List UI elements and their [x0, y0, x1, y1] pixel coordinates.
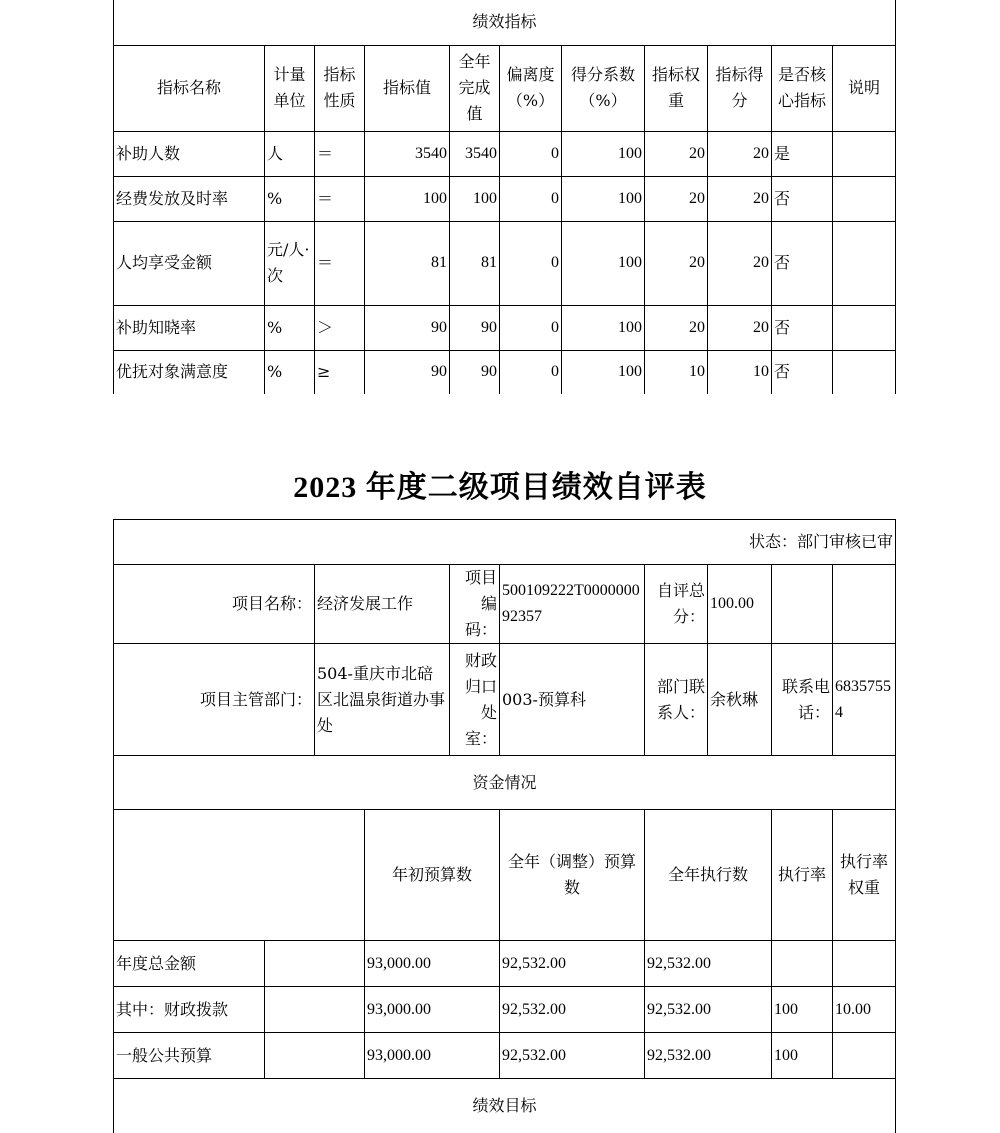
fund-adjusted: 92,532.00 — [500, 987, 645, 1033]
indicator-weight: 20 — [645, 221, 708, 305]
header-note: 说明 — [833, 45, 896, 131]
indicator-deviation: 0 — [500, 350, 562, 394]
indicator-core: 否 — [772, 221, 833, 305]
indicator-deviation: 0 — [500, 305, 562, 350]
indicator-nature: ＝ — [315, 221, 365, 305]
header-target: 指标值 — [365, 45, 450, 131]
table-row — [114, 176, 896, 221]
header-exec-rate: 执行率 — [772, 810, 833, 941]
indicator-note — [833, 305, 896, 350]
indicator-actual: 100 — [450, 176, 500, 221]
fund-rate — [772, 941, 833, 987]
header-indicator-name: 指标名称 — [114, 45, 265, 131]
section-title-funds: 资金情况 — [114, 756, 896, 810]
indicator-unit: % — [265, 305, 315, 350]
self-score-value: 100.00 — [708, 565, 772, 644]
indicator-unit: % — [265, 176, 315, 221]
indicator-name: 人均享受金额 — [114, 221, 265, 305]
table-row — [114, 987, 896, 1033]
indicator-score: 10 — [708, 350, 772, 394]
header-actual: 全年完成值 — [450, 45, 500, 131]
fund-executed: 92,532.00 — [645, 1033, 772, 1079]
fund-executed: 92,532.00 — [645, 987, 772, 1033]
header-weight: 指标权重 — [645, 45, 708, 131]
fund-rate: 100 — [772, 987, 833, 1033]
indicator-unit: 元/人·次 — [265, 221, 315, 305]
indicator-deviation: 0 — [500, 221, 562, 305]
indicator-score: 20 — [708, 176, 772, 221]
phone-value: 68357554 — [833, 644, 896, 756]
fund-adjusted: 92,532.00 — [500, 941, 645, 987]
table-row — [114, 350, 896, 394]
indicator-score: 20 — [708, 131, 772, 176]
section-title-indicators: 绩效指标 — [114, 0, 896, 45]
indicator-note — [833, 221, 896, 305]
indicator-note — [833, 350, 896, 394]
header-unit: 计量单位 — [265, 45, 315, 131]
self-score-label: 自评总分： — [645, 565, 708, 644]
dept-label: 项目主管部门： — [114, 644, 315, 756]
project-name-label: 项目名称： — [114, 565, 315, 644]
header-core: 是否核心指标 — [772, 45, 833, 131]
indicator-unit: 人 — [265, 131, 315, 176]
indicator-coef: 100 — [562, 131, 645, 176]
fund-row-label: 一般公共预算 — [114, 1033, 265, 1079]
indicator-score: 20 — [708, 221, 772, 305]
indicator-coef: 100 — [562, 305, 645, 350]
fund-weight — [833, 941, 896, 987]
indicator-core: 否 — [772, 176, 833, 221]
contact-value: 余秋琳 — [708, 644, 772, 756]
indicator-weight: 20 — [645, 131, 708, 176]
fund-weight — [833, 1033, 896, 1079]
section-title-goals: 绩效目标 — [114, 1079, 896, 1133]
indicator-weight: 20 — [645, 305, 708, 350]
performance-indicators-table — [113, 0, 896, 394]
indicator-score: 20 — [708, 305, 772, 350]
indicator-weight: 20 — [645, 176, 708, 221]
indicator-coef: 100 — [562, 350, 645, 394]
indicator-nature: ＝ — [315, 176, 365, 221]
indicator-deviation: 0 — [500, 131, 562, 176]
table-row — [114, 305, 896, 350]
project-code-value: 500109222T000000092357 — [500, 565, 645, 644]
fund-adjusted: 92,532.00 — [500, 1033, 645, 1079]
table-row — [114, 941, 896, 987]
indicator-actual: 90 — [450, 350, 500, 394]
indicator-unit: % — [265, 350, 315, 394]
finance-label: 财政归口处室： — [450, 644, 500, 756]
contact-label: 部门联系人： — [645, 644, 708, 756]
fund-row-label: 其中：财政拨款 — [114, 987, 265, 1033]
indicator-target: 90 — [365, 305, 450, 350]
table-row — [114, 221, 896, 305]
phone-label: 联系电话： — [772, 644, 833, 756]
header-executed: 全年执行数 — [645, 810, 772, 941]
fund-row-label: 年度总金额 — [114, 941, 265, 987]
indicator-core: 否 — [772, 305, 833, 350]
indicator-deviation: 0 — [500, 176, 562, 221]
header-deviation: 偏离度（%） — [500, 45, 562, 131]
fund-weight: 10.00 — [833, 987, 896, 1033]
fund-initial: 93,000.00 — [365, 941, 500, 987]
indicator-weight: 10 — [645, 350, 708, 394]
indicator-core: 否 — [772, 350, 833, 394]
indicator-target: 100 — [365, 176, 450, 221]
status-text: 状态：部门审核已审 — [114, 520, 896, 565]
indicator-actual: 90 — [450, 305, 500, 350]
header-nature: 指标性质 — [315, 45, 365, 131]
indicator-nature: ≥ — [315, 350, 365, 394]
finance-value: 003-预算科 — [500, 644, 645, 756]
indicator-name: 补助知晓率 — [114, 305, 265, 350]
indicator-actual: 3540 — [450, 131, 500, 176]
project-name-value: 经济发展工作 — [315, 565, 450, 644]
self-evaluation-table — [113, 519, 896, 1133]
indicator-coef: 100 — [562, 221, 645, 305]
table-row — [114, 131, 896, 176]
indicator-actual: 81 — [450, 221, 500, 305]
table-row — [114, 1033, 896, 1079]
indicator-name: 经费发放及时率 — [114, 176, 265, 221]
indicator-name: 优抚对象满意度 — [114, 350, 265, 394]
fund-rate: 100 — [772, 1033, 833, 1079]
project-code-label: 项目编码： — [450, 565, 500, 644]
fund-executed: 92,532.00 — [645, 941, 772, 987]
header-adjusted-budget: 全年（调整）预算数 — [500, 810, 645, 941]
indicator-nature: ＝ — [315, 131, 365, 176]
page-title: 2023 年度二级项目绩效自评表 — [293, 471, 707, 504]
indicator-core: 是 — [772, 131, 833, 176]
dept-value: 504-重庆市北碚区北温泉街道办事处 — [315, 644, 450, 756]
header-initial-budget: 年初预算数 — [365, 810, 500, 941]
fund-initial: 93,000.00 — [365, 987, 500, 1033]
indicator-note — [833, 131, 896, 176]
indicator-name: 补助人数 — [114, 131, 265, 176]
fund-initial: 93,000.00 — [365, 1033, 500, 1079]
indicator-note — [833, 176, 896, 221]
indicator-target: 81 — [365, 221, 450, 305]
indicator-target: 3540 — [365, 131, 450, 176]
indicator-coef: 100 — [562, 176, 645, 221]
indicator-target: 90 — [365, 350, 450, 394]
header-exec-weight: 执行率权重 — [833, 810, 896, 941]
header-coef: 得分系数（%） — [562, 45, 645, 131]
indicator-nature: ＞ — [315, 305, 365, 350]
header-score: 指标得分 — [708, 45, 772, 131]
